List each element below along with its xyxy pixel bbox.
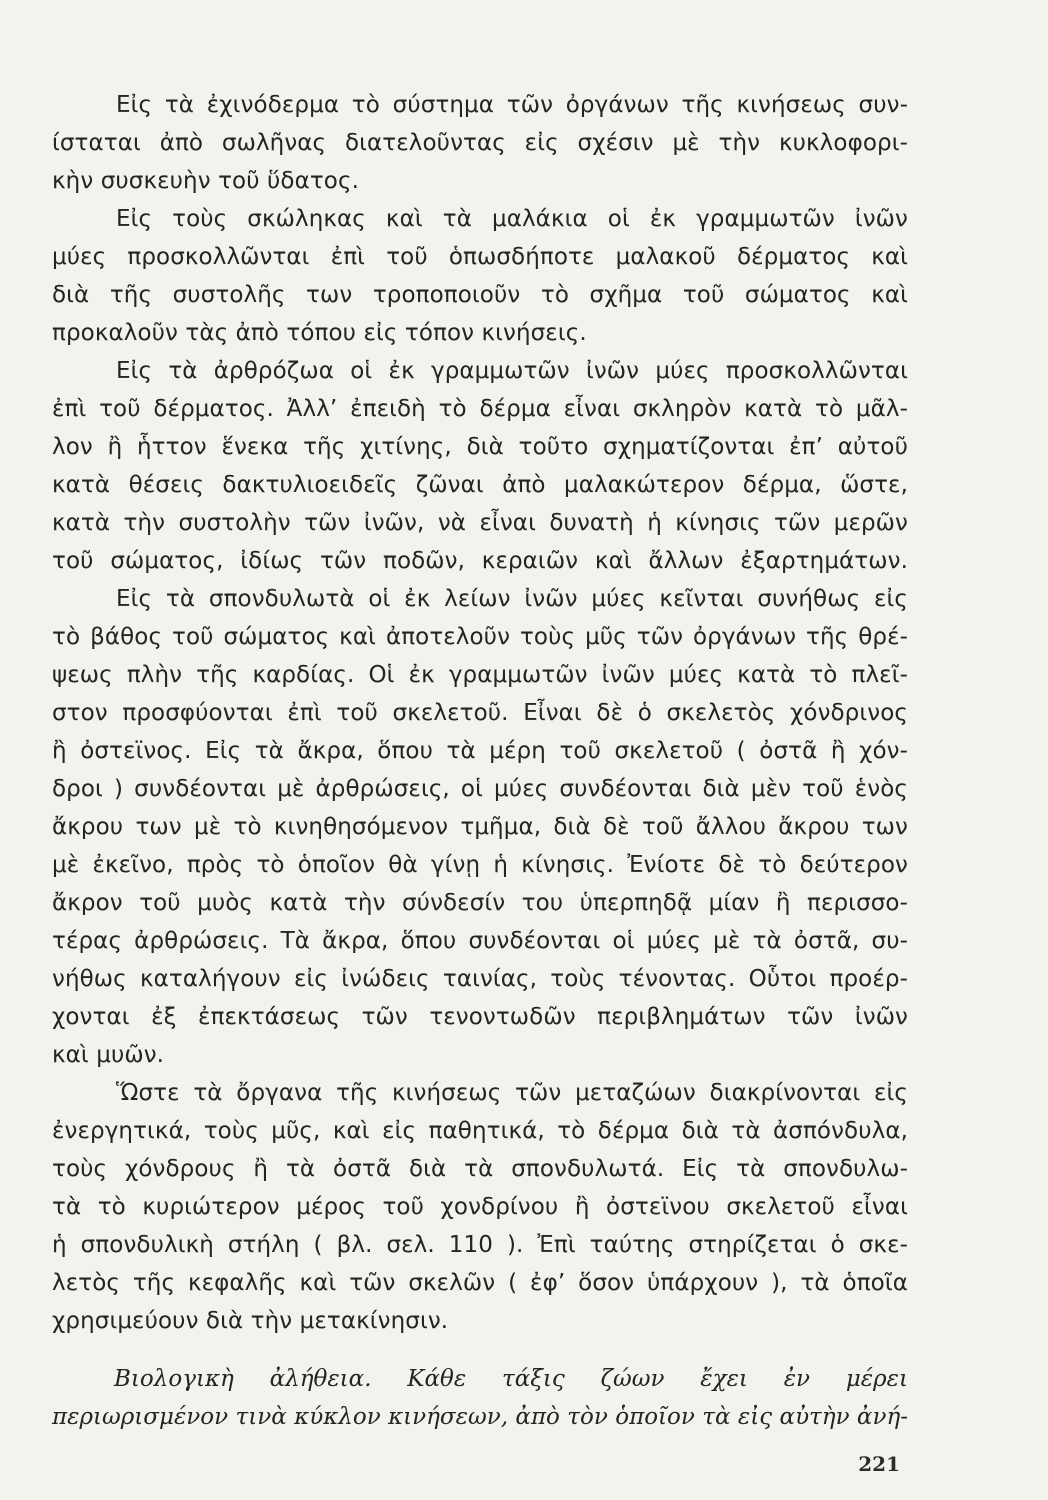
body-text-line: Εἰς τὰ σπονδυλωτὰ οἱ ἐκ λείων ἰνῶν μύες κεῖνται συνήθως εἰς: [116, 586, 908, 612]
body-text-line: ἄκρου των μὲ τὸ κινηθησόμενον τμῆμα, διὰ δὲ τοῦ ἄλλου ἄκρου των: [52, 814, 908, 840]
body-text-line: λον ἢ ἧττον ἕνεκα τῆς χιτίνης, διὰ τοῦτο σχηματίζονται ἐπ’ αὐτοῦ: [52, 434, 908, 460]
body-text-line: δροι ) συνδέονται μὲ ἀρθρώσεις, οἱ μύες συνδέονται διὰ μὲν τοῦ ἑνὸς: [52, 776, 908, 802]
body-text-line: κατὰ τὴν συστολὴν τῶν ἰνῶν, νὰ εἶναι δυνατὴ ἡ κίνησις τῶν μερῶν: [52, 510, 908, 536]
body-text-line: τὸ βάθος τοῦ σώματος καὶ ἀποτελοῦν τοὺς μῦς τῶν ὀργάνων τῆς θρέ-: [52, 624, 908, 650]
body-text-line: Εἰς τοὺς σκώληκας καὶ τὰ μαλάκια οἱ ἐκ γραμμωτῶν ἰνῶν: [116, 206, 908, 232]
body-text-line: ίσταται ἀπὸ σωλῆνας διατελοῦντας εἰς σχέσιν μὲ τὴν κυκλοφορι-: [52, 130, 908, 156]
biology-truth-line: Βιολογικὴ ἀλήθεια. Κάθε τάξις ζώων ἔχει ἐν μέρει: [114, 1366, 908, 1392]
body-text-line: Εἰς τὰ ἐχινόδερμα τὸ σύστημα τῶν ὀργάνων τῆς κινήσεως συν-: [116, 92, 908, 118]
body-text-line: διὰ τῆς συστολῆς των τροποποιοῦν τὸ σχῆμα τοῦ σώματος καὶ: [52, 282, 908, 308]
body-text-line: ἢ ὀστεϊνος. Εἰς τὰ ἄκρα, ὅπου τὰ μέρη τοῦ σκελετοῦ ( ὀστᾶ ἢ χόν-: [52, 738, 908, 764]
body-text-line: χονται ἐξ ἐπεκτάσεως τῶν τενοντωδῶν περιβλημάτων τῶν ἰνῶν: [52, 1004, 908, 1030]
body-text-line: κὴν συσκευὴν τοῦ ὕδατος.: [52, 168, 359, 194]
page-number: 221: [858, 1452, 900, 1476]
body-text-line: ἐνεργητικά, τοὺς μῦς, καὶ εἰς παθητικά, τὸ δέρμα διὰ τὰ ἀσπόνδυλα,: [52, 1118, 908, 1144]
body-text-line: χρησιμεύουν διὰ τὴν μετακίνησιν.: [52, 1308, 449, 1334]
body-text-line: κατὰ θέσεις δακτυλιοειδεῖς ζῶναι ἀπὸ μαλακώτερον δέρμα, ὥστε,: [52, 472, 908, 498]
body-text-line: Εἰς τὰ ἀρθρόζωα οἱ ἐκ γραμμωτῶν ἰνῶν μύες προσκολλῶνται: [116, 358, 908, 384]
body-text-line: τὰ τὸ κυριώτερον μέρος τοῦ χονδρίνου ἢ ὀστεϊνου σκελετοῦ εἶναι: [52, 1194, 908, 1220]
body-text-line: ἡ σπονδυλικὴ στήλη ( βλ. σελ. 110 ). Ἐπὶ ταύτης στηρίζεται ὁ σκε-: [52, 1232, 908, 1258]
body-text-line: τοῦ σώματος, ἰδίως τῶν ποδῶν, κεραιῶν καὶ ἄλλων ἐξαρτημάτων.: [52, 548, 908, 574]
body-text-line: τοὺς χόνδρους ἢ τὰ ὀστᾶ διὰ τὰ σπονδυλωτά. Εἰς τὰ σπονδυλω-: [52, 1156, 908, 1182]
body-text-line: μὲ ἐκεῖνο, πρὸς τὸ ὁποῖον θὰ γίνῃ ἡ κίνησις. Ἐνίοτε δὲ τὸ δεύτερον: [52, 852, 908, 878]
body-text-line: τέρας ἀρθρώσεις. Τὰ ἄκρα, ὅπου συνδέονται οἱ μύες μὲ τὰ ὀστᾶ, συ-: [52, 928, 908, 954]
body-text-line: Ὥστε τὰ ὄργανα τῆς κινήσεως τῶν μεταζώων διακρίνονται εἰς: [116, 1080, 908, 1106]
body-text-line: ψεως πλὴν τῆς καρδίας. Οἱ ἐκ γραμμωτῶν ἰνῶν μύες κατὰ τὸ πλεῖ-: [52, 662, 908, 688]
body-text-line: ἐπὶ τοῦ δέρματος. Ἀλλ’ ἐπειδὴ τὸ δέρμα εἶναι σκληρὸν κατὰ τὸ μᾶλ-: [52, 396, 908, 422]
body-text-line: προκαλοῦν τὰς ἀπὸ τόπου εἰς τόπον κινήσεις.: [52, 320, 587, 346]
body-text-line: λετὸς τῆς κεφαλῆς καὶ τῶν σκελῶν ( ἐφ’ ὅσον ὑπάρχουν ), τὰ ὁποῖα: [52, 1270, 908, 1296]
body-text-line: στον προσφύονται ἐπὶ τοῦ σκελετοῦ. Εἶναι δὲ ὁ σκελετὸς χόνδρινος: [52, 700, 908, 726]
body-text-line: καὶ μυῶν.: [52, 1042, 165, 1068]
body-text-line: μύες προσκολλῶνται ἐπὶ τοῦ ὁπωσδήποτε μαλακοῦ δέρματος καὶ: [52, 244, 908, 270]
body-text-line: ἄκρον τοῦ μυὸς κατὰ τὴν σύνδεσίν του ὑπερπηδᾷ μίαν ἢ περισσο-: [52, 890, 908, 916]
biology-truth-line: περιωρισμένον τινὰ κύκλον κινήσεων, ἀπὸ τὸν ὁποῖον τὰ εἰς αὐτὴν ἀνή-: [52, 1404, 908, 1430]
body-text-line: νήθως καταλήγουν εἰς ἰνώδεις ταινίας, τοὺς τένοντας. Οὗτοι προέρ-: [52, 966, 908, 992]
